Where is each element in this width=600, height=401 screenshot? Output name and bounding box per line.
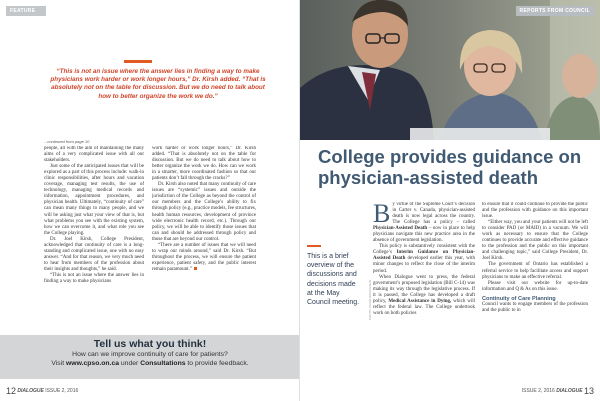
feedback-text: Visit [51,360,66,367]
council-meeting-photo [300,0,600,140]
feedback-instructions [0,359,300,368]
paragraph [373,244,475,274]
paragraph: work harder or work longer hours,” Dr. Kirsh added. “That is absolutely not on the table for discussion. But we do need to talk about how to better organize the work we do. How can we work in a smarter, more coordinated fashion so that our patients don’t fall through the cracks?” [152,146,256,182]
paragraph-text: This policy is substantively consistent with the College’s [373,244,475,256]
section-tab-reports [516,6,594,16]
paragraph-text: When Dialogue went to press, the federal government’s proposed legislation (Bill C-14) was making its way through the legislative process. If it is passed, the College has developed a draft policy, [373,274,475,304]
left-column-1 [44,146,144,304]
paragraph: Just some of the anticipated issues that will be explored as a part of this process include: walk-in clinic responsibilities, after hours and vacation coverage, managing test results, the use of technology, managing medical records and information, appointment procedures, and physician health. Ultimately, “continuity of care” can mean many things to many people, and we will be asking just what your view of that is, but what problems you see with the existing system, how we can overcome it, and what role you see the College playing. [44,164,144,236]
policy-name: Physician-Assisted Death [373,226,428,232]
section-tab-feature [6,6,46,16]
pull-quote: “This is not an issue where the answer lies in finding a way to make physicians work harder or work longer hours,” Dr. Kirsh added. “That is absolutely not on the table for discussion. But we do need to talk about how to better organize the work we do.” [50,68,266,100]
paragraph [152,243,256,273]
feedback-text: to provide feedback. [185,360,249,367]
paragraph-text: which will reflect the federal law. The College undertook work on both policies [373,298,475,316]
paragraph [373,275,475,317]
paragraph-text: “There are a number of issues that we will need to wrap our minds around,” said Dr. Kirsh. “But throughout the process, we will ensure the patient experience, patient safety, and the public interest remain paramount.” [152,242,256,272]
sidebar-intro: This is a brief overview of the discussions and decisions made at the May Council meeting. [307,253,360,307]
paragraph: “This is not an issue where the answer lies in finding a way to make physicians [44,272,144,285]
section-tab-label: REPORTS FROM COUNCIL [519,8,590,14]
paragraph: Council wants to engage members of the profession and the public to in [482,301,588,313]
right-column-2 [482,202,588,382]
left-folio [6,386,78,396]
paragraph: Dr. Joel Kirsh, College President, acknowledged that continuity of care is a long-standing and complicated issue, one with no easy answer. “And for that reason, we very much need to hear from members of the profession about their insights and thoughts,” he said. [44,236,144,272]
drop-cap: B [373,202,391,228]
section-subhead: Continuity of Care Planning [482,295,556,302]
pull-quote-rule [124,60,152,63]
issue-label: ISSUE 2, 2016 [45,388,79,394]
section-tab-label: FEATURE [10,8,36,14]
paragraph: Dr. Kirsh also noted that many continuity of care issues are “systemic” issues and outside the jurisdiction of the College as beyond the control of our members and the College’s ability to fix through policy (e.g., practice models, fee structures, health human resources, development of province wide electronic health record, etc.). Through our policy, we will be able to identify those issues that can and should be addressed through policy and those that are beyond our control. [152,182,256,242]
draft-policy-name: Medical Assistance in Dying, [388,298,452,304]
right-folio [522,386,594,396]
right-column-1 [373,202,475,382]
paragraph-text: – now in place to help physicians navigate this new practice area in the absence of government legislation. [373,226,475,244]
feedback-callout [0,335,300,379]
paragraph [373,202,475,244]
left-column-2 [152,146,256,306]
paragraph: “Either way, you and your patients will not be left to consider PAD (or MAID) in a vacuum. We will work as necessary to ensure that the College continues to provide accurate and effective guidance to the profession and the public on this important and challenging topic,” said College President, Dr. Joel Kirsh. [482,220,588,262]
paragraph-text: y virtue of the Supreme Court’s decision in Carter v. Canada, physician-assisted death is now legal across the country. The College has a policy – called [392,202,475,226]
feedback-text: under [119,360,141,367]
page-number: 13 [583,386,594,396]
issue-label: ISSUE 2, 2016 [521,388,555,394]
paragraph: to ensure that it could continue to provide the public and the profession with guidance on this important issue. [482,202,588,220]
end-mark-icon [194,267,197,270]
page-number: 12 [6,386,17,396]
feedback-question: How can we improve continuity of care for patients? [72,351,228,358]
guidance-name: Interim Guidance on Physician-Assisted Death [373,250,475,262]
paragraph: The government of Ontario has established a referral service to help facilitate access and support physicians to make an effective referral. [482,262,588,280]
magazine-name: DIALOGUE [556,388,583,394]
consultations-link[interactable]: Consultations [140,360,186,367]
article-headline: College provides guidance on physician-assisted death [318,146,582,188]
magazine-name: DIALOGUE [17,388,44,394]
photo-credit: PHOTO: DOUG NICHOLSON [368,280,372,320]
continued-from-label: ...continued from page 10 [44,139,90,144]
paragraph-text: developed earlier this year, with minor changes to reflect the close of the interim period. [373,256,475,274]
paragraph: people, all with the aim of maintaining the many aims of a very complicated issue with all our stakeholders. [44,146,144,164]
paragraph: Please visit our website for up-to-date information and Q & As on this issue. [482,280,588,292]
photo-illustration [300,0,600,140]
sidebar-rule [307,245,321,247]
feedback-title: Tell us what you think! [93,338,207,350]
website-link[interactable]: www.cpso.on.ca [66,360,120,367]
